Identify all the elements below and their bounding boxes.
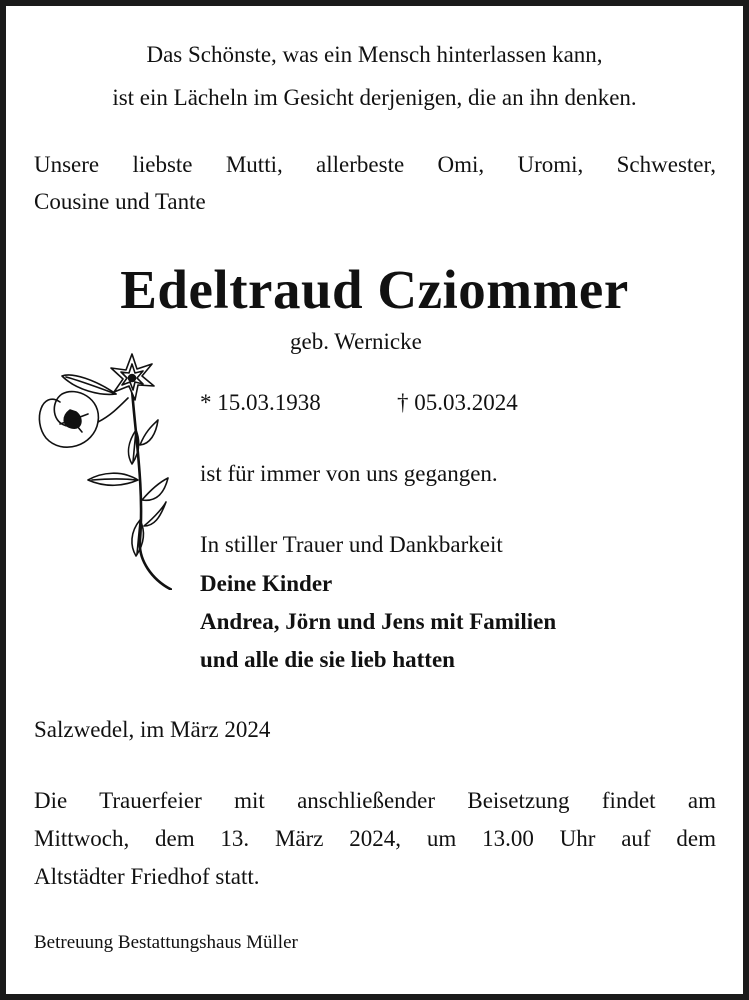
ceremony-line-2: Mittwoch, dem 13. März 2024, um 13.00 Uhr auf dem	[34, 826, 716, 851]
deceased-name: Edeltraud Cziommer	[120, 259, 629, 320]
birth-date: * 15.03.1938	[200, 390, 321, 415]
quote-line-1: Das Schönste, was ein Mensch hinterlassen kann,	[146, 42, 603, 67]
quote-line-2: ist ein Lächeln im Gesicht derjenigen, die an ihn denken.	[112, 85, 637, 110]
ceremony-line-1: Die Trauerfeier mit anschließender Beisetzung findet am	[34, 788, 716, 813]
intro-line-2: Cousine und Tante	[34, 189, 206, 214]
passed-text: ist für immer von uns gegangen.	[200, 461, 498, 486]
maiden-name: geb. Wernicke	[290, 329, 422, 354]
ceremony-line-3: Altstädter Friedhof statt.	[34, 864, 260, 889]
intro-line-1: Unsere liebste Mutti, allerbeste Omi, Uromi, Schwester,	[34, 152, 716, 177]
mourners-line-3: und alle die sie lieb hatten	[200, 647, 455, 672]
death-date: † 05.03.2024	[397, 390, 518, 415]
funeral-home: Betreuung Bestattungshaus Müller	[34, 932, 298, 953]
mourners-line-2: Andrea, Jörn und Jens mit Familien	[200, 609, 557, 634]
mourners-intro: In stiller Trauer und Dankbarkeit	[200, 532, 503, 557]
flower-icon	[32, 350, 172, 590]
place-date: Salzwedel, im März 2024	[34, 717, 271, 742]
mourners-line-1: Deine Kinder	[200, 571, 333, 596]
